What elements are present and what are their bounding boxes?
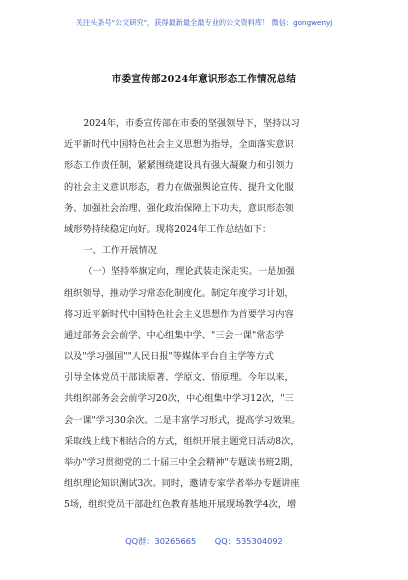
- footer-qq: QQ：535304092: [214, 536, 283, 546]
- body-line: 5场，组织党员干部赴红色教育基地开展现场教学4次，增: [64, 499, 297, 511]
- body-line: 形态工作责任制，紧紧围绕建设具有强大凝聚力和引领力: [64, 160, 294, 172]
- body-line: 将习近平新时代中国特色社会主义思想作为首要学习内容: [64, 308, 294, 320]
- body-line: 举办"学习贯彻党的二十届三中全会精神"专题读书班2期，: [64, 457, 299, 468]
- body-line: 以及"学习强国""人民日报"等媒体平台自主学等方式: [64, 351, 274, 363]
- body-line: 组织理论知识测试3次。同时，邀请专家学者举办专题讲座: [64, 478, 300, 490]
- footer-contact: [0, 536, 408, 547]
- body-line: 引导全体党员干部读原著、学原文、悟原理。今年以来，: [64, 372, 294, 384]
- body-line: 务、加强社会治理、强化政治保障上下功夫，意识形态领: [64, 202, 294, 214]
- section-heading: 一、工作开展情况: [83, 245, 157, 257]
- document-title: 市委宣传部2024年意识形态工作情况总结: [111, 74, 297, 85]
- body-line: 共组织部务会会前学习20次，中心组集中学习12次，"三: [64, 393, 294, 405]
- body-line: 通过部务会会前学、中心组集中学、"三会一课"常态学: [64, 329, 284, 341]
- body-line: （一）坚持举旗定向，理论武装走深走实。一是加强: [83, 266, 295, 278]
- body-line: 采取线上线下相结合的方式，组织开展主题党日活动8次，: [64, 435, 300, 447]
- body-line: 近平新时代中国特色社会主义思想为指导，全面落实意识: [64, 139, 294, 151]
- body-line: 2024年，市委宣传部在市委的坚强领导下，坚持以习: [83, 118, 300, 129]
- body-line: 的社会主义意识形态，着力在做强舆论宣传、提升文化服: [64, 181, 294, 193]
- body-line: 组织领导，推动学习常态化制度化。制定年度学习计划，: [64, 287, 294, 299]
- body-line: 域形势持续稳定向好。现将2024年工作总结如下：: [64, 223, 272, 235]
- footer-qq-group: QQ群：30265665: [125, 536, 197, 546]
- header-banner: 关注头条号"公文研究"，获得最新最全最专业的公文资料库！ 微信：gongwenyj: [75, 18, 333, 27]
- document-body: [64, 113, 346, 516]
- body-line: 会一课"学习30余次。二是丰富学习形式，提高学习效果。: [64, 414, 301, 426]
